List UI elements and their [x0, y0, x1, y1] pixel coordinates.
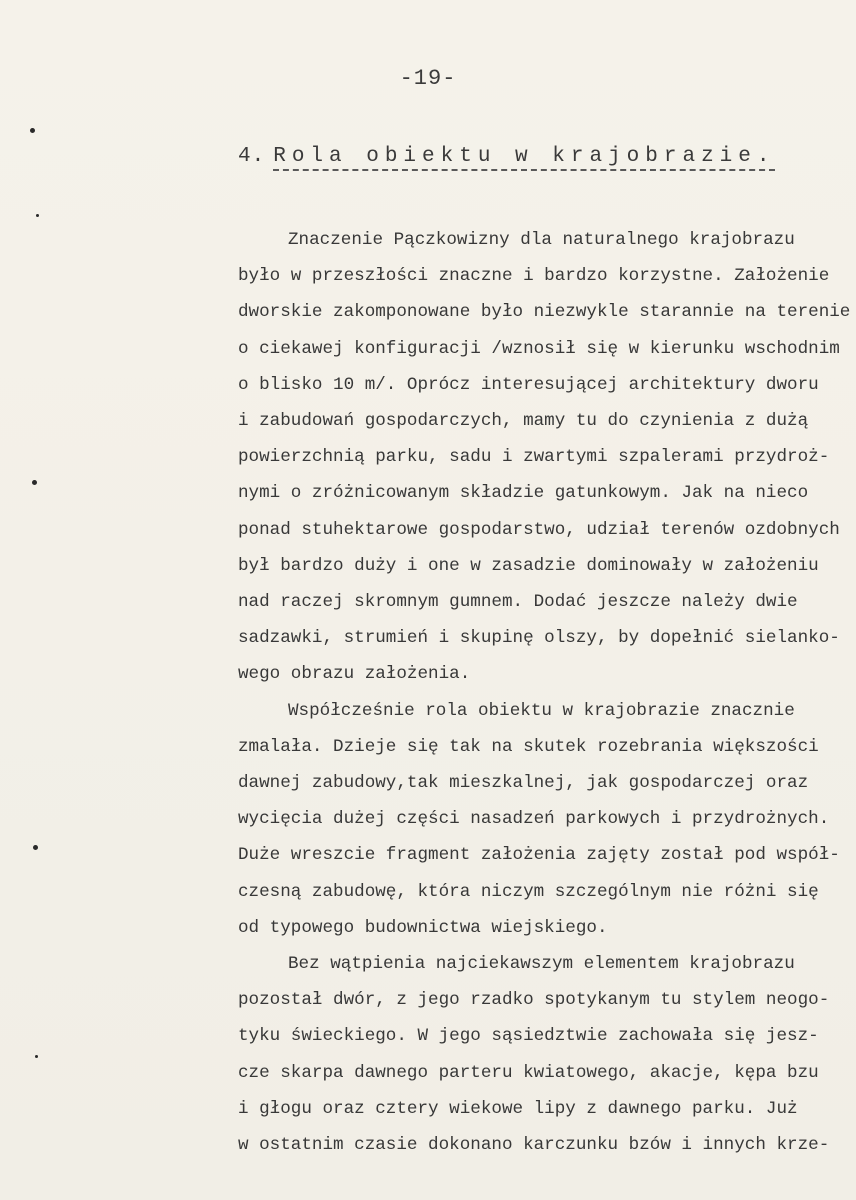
- section-heading: [238, 145, 775, 168]
- text-line: zmalała. Dzieje się tak na skutek rozebrania większości: [238, 736, 819, 757]
- text-line: dawnej zabudowy,tak mieszkalnej, jak gospodarczej oraz: [238, 773, 809, 794]
- section-title: Rola obiektu w krajobrazie.: [273, 145, 775, 171]
- text-line: tyku świeckiego. W jego sąsiedztwie zachowała się jesz-: [238, 1026, 819, 1047]
- paragraph: [238, 222, 851, 693]
- punch-mark-small-1: [36, 214, 39, 217]
- document-body: [238, 222, 851, 1163]
- text-line: i głogu oraz cztery wiekowe lipy z dawnego parku. Już: [238, 1098, 798, 1119]
- paragraph: [238, 693, 840, 946]
- text-line: Znaczenie Pączkowizny dla naturalnego krajobrazu: [288, 230, 795, 250]
- text-line: o ciekawej konfiguracji /wznosił się w kierunku wschodnim: [238, 338, 840, 359]
- text-line: było w przeszłości znaczne i bardzo korzystne. Założenie: [238, 266, 830, 287]
- text-line: wycięcia dużej części nasadzeń parkowych i przydrożnych.: [238, 809, 830, 830]
- text-line: nymi o zróżnicowanym składzie gatunkowym. Jak na nieco: [238, 483, 809, 504]
- section-number: 4.: [238, 145, 266, 168]
- punch-mark-lower: [33, 845, 38, 850]
- text-line: czesną zabudowę, która niczym szczególnym nie różni się: [238, 881, 819, 902]
- text-line: nad raczej skromnym gumnem. Dodać jeszcze należy dwie: [238, 592, 798, 613]
- punch-mark-top: [30, 128, 35, 133]
- text-line: i zabudowań gospodarczych, mamy tu do czynienia z dużą: [238, 411, 809, 432]
- page-number: -19-: [399, 66, 457, 91]
- text-line: ponad stuhektarowe gospodarstwo, udział terenów ozdobnych: [238, 519, 840, 540]
- text-line: w ostatnim czasie dokonano karczunku bzów i innych krze-: [238, 1135, 830, 1156]
- text-line: dworskie zakomponowane było niezwykle starannie na terenie: [238, 302, 851, 323]
- text-line: Duże wreszcie fragment założenia zajęty został pod współ-: [238, 845, 840, 866]
- text-line: powierzchnią parku, sadu i zwartymi szpalerami przydroż-: [238, 447, 830, 468]
- text-line: o blisko 10 m/. Oprócz interesującej architektury dworu: [238, 374, 819, 395]
- text-line: cze skarpa dawnego parteru kwiatowego, akacje, kępa bzu: [238, 1062, 819, 1083]
- text-line: Bez wątpienia najciekawszym elementem krajobrazu: [288, 954, 795, 975]
- text-line: pozostał dwór, z jego rzadko spotykanym tu stylem neogo-: [238, 990, 830, 1011]
- text-line: sadzawki, strumień i skupinę olszy, by dopełnić sielanko-: [238, 628, 840, 649]
- text-line: od typowego budownictwa wiejskiego.: [238, 917, 608, 938]
- punch-mark-small-2: [35, 1055, 38, 1058]
- text-line: Współcześnie rola obiektu w krajobrazie znacznie: [288, 700, 795, 721]
- text-line: był bardzo duży i one w zasadzie dominowały w założeniu: [238, 555, 819, 576]
- punch-mark-middle: [32, 480, 37, 485]
- text-line: wego obrazu założenia.: [238, 664, 471, 685]
- paragraph: [238, 946, 828, 1163]
